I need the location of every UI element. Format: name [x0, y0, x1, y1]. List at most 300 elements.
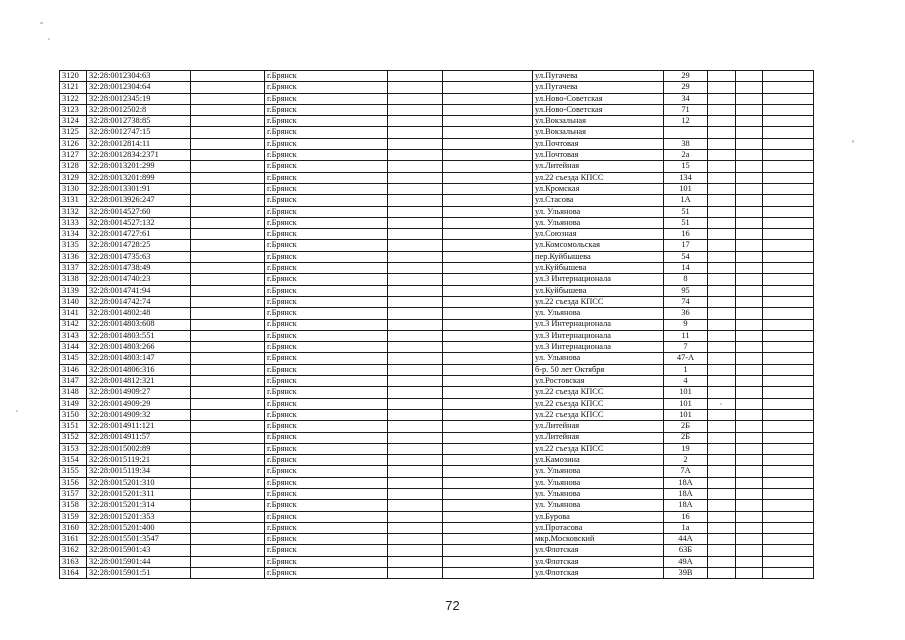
empty-cell — [763, 206, 814, 217]
cadastral-number-cell: 32:28:0014812:321 — [87, 376, 191, 387]
empty-cell — [443, 477, 533, 488]
city-cell: г.Брянск — [265, 217, 388, 228]
cadastral-number-cell: 32:28:0014803:608 — [87, 319, 191, 330]
cadastral-number-cell: 32:28:0014911:121 — [87, 421, 191, 432]
house-number-cell: 14 — [664, 263, 708, 274]
empty-cell — [708, 104, 736, 115]
row-number-cell: 3132 — [60, 206, 87, 217]
registry-table — [59, 70, 814, 579]
empty-cell — [388, 319, 443, 330]
empty-cell — [443, 172, 533, 183]
street-cell: мкр.Московский — [533, 534, 664, 545]
street-cell: ул.Почтовая — [533, 138, 664, 149]
empty-cell — [708, 342, 736, 353]
house-number-cell: 19 — [664, 443, 708, 454]
street-cell: ул.Союзная — [533, 229, 664, 240]
empty-cell — [443, 330, 533, 341]
row-number-cell: 3157 — [60, 488, 87, 499]
empty-cell — [736, 477, 763, 488]
table-row — [60, 387, 814, 398]
empty-cell — [763, 330, 814, 341]
empty-cell — [763, 104, 814, 115]
street-cell: ул.Литейная — [533, 432, 664, 443]
empty-cell — [443, 116, 533, 127]
table-row — [60, 229, 814, 240]
empty-cell — [388, 376, 443, 387]
empty-cell — [736, 195, 763, 206]
empty-cell — [708, 466, 736, 477]
row-number-cell: 3151 — [60, 421, 87, 432]
table-row — [60, 522, 814, 533]
cadastral-number-cell: 32:28:0012738:85 — [87, 116, 191, 127]
empty-cell — [736, 421, 763, 432]
city-cell: г.Брянск — [265, 398, 388, 409]
empty-cell — [736, 161, 763, 172]
empty-cell — [388, 274, 443, 285]
empty-cell — [763, 251, 814, 262]
empty-cell — [708, 82, 736, 93]
city-cell: г.Брянск — [265, 511, 388, 522]
city-cell: г.Брянск — [265, 466, 388, 477]
street-cell: ул. Ульянова — [533, 353, 664, 364]
cadastral-number-cell: 32:28:0014909:27 — [87, 387, 191, 398]
empty-cell — [763, 296, 814, 307]
empty-cell — [736, 285, 763, 296]
city-cell: г.Брянск — [265, 387, 388, 398]
city-cell: г.Брянск — [265, 240, 388, 251]
registry-table-body — [60, 71, 814, 579]
street-cell: ул. Ульянова — [533, 206, 664, 217]
empty-cell — [736, 206, 763, 217]
table-row — [60, 556, 814, 567]
empty-cell — [191, 240, 265, 251]
empty-cell — [708, 387, 736, 398]
empty-cell — [763, 183, 814, 194]
cadastral-number-cell: 32:28:0012814:11 — [87, 138, 191, 149]
row-number-cell: 3154 — [60, 455, 87, 466]
house-number-cell: 101 — [664, 398, 708, 409]
empty-cell — [708, 421, 736, 432]
empty-cell — [763, 93, 814, 104]
empty-cell — [736, 545, 763, 556]
table-row — [60, 183, 814, 194]
cadastral-number-cell: 32:28:0013926:247 — [87, 195, 191, 206]
cadastral-number-cell: 32:28:0012304:63 — [87, 71, 191, 82]
empty-cell — [763, 229, 814, 240]
row-number-cell: 3137 — [60, 263, 87, 274]
empty-cell — [736, 319, 763, 330]
empty-cell — [763, 500, 814, 511]
table-row — [60, 263, 814, 274]
house-number-cell: 36 — [664, 308, 708, 319]
empty-cell — [388, 82, 443, 93]
empty-cell — [443, 568, 533, 579]
house-number-cell: 2а — [664, 150, 708, 161]
empty-cell — [708, 545, 736, 556]
row-number-cell: 3144 — [60, 342, 87, 353]
street-cell: ул.Литейная — [533, 421, 664, 432]
row-number-cell: 3135 — [60, 240, 87, 251]
table-row — [60, 161, 814, 172]
empty-cell — [763, 409, 814, 420]
table-row — [60, 195, 814, 206]
row-number-cell: 3138 — [60, 274, 87, 285]
city-cell: г.Брянск — [265, 150, 388, 161]
empty-cell — [736, 150, 763, 161]
empty-cell — [708, 534, 736, 545]
empty-cell — [191, 161, 265, 172]
empty-cell — [388, 127, 443, 138]
table-row — [60, 206, 814, 217]
empty-cell — [443, 308, 533, 319]
street-cell: ул.Флотская — [533, 545, 664, 556]
cadastral-number-cell: 32:28:0012834:2371 — [87, 150, 191, 161]
empty-cell — [388, 466, 443, 477]
row-number-cell: 3131 — [60, 195, 87, 206]
empty-cell — [443, 229, 533, 240]
empty-cell — [763, 172, 814, 183]
row-number-cell: 3147 — [60, 376, 87, 387]
empty-cell — [763, 308, 814, 319]
empty-cell — [388, 522, 443, 533]
empty-cell — [763, 353, 814, 364]
empty-cell — [443, 240, 533, 251]
cadastral-number-cell: 32:28:0014740:23 — [87, 274, 191, 285]
table-row — [60, 251, 814, 262]
empty-cell — [763, 545, 814, 556]
street-cell: ул.Куйбышева — [533, 285, 664, 296]
cadastral-number-cell: 32:28:0012502:8 — [87, 104, 191, 115]
empty-cell — [388, 93, 443, 104]
empty-cell — [388, 330, 443, 341]
empty-cell — [388, 71, 443, 82]
street-cell: ул.22 съезда КПСС — [533, 409, 664, 420]
empty-cell — [736, 455, 763, 466]
street-cell: ул. Ульянова — [533, 217, 664, 228]
city-cell: г.Брянск — [265, 263, 388, 274]
city-cell: г.Брянск — [265, 229, 388, 240]
table-row — [60, 308, 814, 319]
empty-cell — [191, 319, 265, 330]
empty-cell — [763, 150, 814, 161]
row-number-cell: 3133 — [60, 217, 87, 228]
house-number-cell: 16 — [664, 511, 708, 522]
street-cell: ул.Пугачева — [533, 71, 664, 82]
house-number-cell: 29 — [664, 71, 708, 82]
cadastral-number-cell: 32:28:0015901:51 — [87, 568, 191, 579]
empty-cell — [736, 183, 763, 194]
city-cell: г.Брянск — [265, 296, 388, 307]
house-number-cell: 7 — [664, 342, 708, 353]
empty-cell — [191, 421, 265, 432]
row-number-cell: 3124 — [60, 116, 87, 127]
street-cell: ул.Протасова — [533, 522, 664, 533]
empty-cell — [736, 488, 763, 499]
house-number-cell: 39В — [664, 568, 708, 579]
empty-cell — [736, 240, 763, 251]
empty-cell — [191, 274, 265, 285]
city-cell: г.Брянск — [265, 308, 388, 319]
empty-cell — [191, 82, 265, 93]
empty-cell — [736, 93, 763, 104]
empty-cell — [763, 364, 814, 375]
cadastral-number-cell: 32:28:0014727:61 — [87, 229, 191, 240]
house-number-cell: 9 — [664, 319, 708, 330]
house-number-cell: 63Б — [664, 545, 708, 556]
empty-cell — [443, 93, 533, 104]
empty-cell — [191, 206, 265, 217]
empty-cell — [736, 263, 763, 274]
empty-cell — [191, 534, 265, 545]
empty-cell — [191, 522, 265, 533]
empty-cell — [388, 217, 443, 228]
empty-cell — [388, 251, 443, 262]
empty-cell — [191, 342, 265, 353]
cadastral-number-cell: 32:28:0013201:299 — [87, 161, 191, 172]
house-number-cell: 38 — [664, 138, 708, 149]
table-row — [60, 466, 814, 477]
table-row — [60, 296, 814, 307]
empty-cell — [388, 568, 443, 579]
city-cell: г.Брянск — [265, 319, 388, 330]
empty-cell — [708, 274, 736, 285]
empty-cell — [388, 488, 443, 499]
house-number-cell: 34 — [664, 93, 708, 104]
empty-cell — [443, 150, 533, 161]
empty-cell — [708, 353, 736, 364]
row-number-cell: 3130 — [60, 183, 87, 194]
table-row — [60, 71, 814, 82]
cadastral-number-cell: 32:28:0015002:89 — [87, 443, 191, 454]
row-number-cell: 3149 — [60, 398, 87, 409]
empty-cell — [708, 522, 736, 533]
empty-cell — [443, 556, 533, 567]
empty-cell — [736, 342, 763, 353]
house-number-cell: 18А — [664, 477, 708, 488]
empty-cell — [736, 522, 763, 533]
table-row — [60, 432, 814, 443]
empty-cell — [443, 522, 533, 533]
scan-speck — [720, 403, 722, 405]
street-cell: ул.Литейная — [533, 161, 664, 172]
empty-cell — [708, 409, 736, 420]
table-row — [60, 500, 814, 511]
table-row — [60, 409, 814, 420]
empty-cell — [763, 376, 814, 387]
row-number-cell: 3127 — [60, 150, 87, 161]
empty-cell — [191, 71, 265, 82]
empty-cell — [736, 127, 763, 138]
empty-cell — [443, 545, 533, 556]
cadastral-number-cell: 32:28:0014741:94 — [87, 285, 191, 296]
city-cell: г.Брянск — [265, 82, 388, 93]
empty-cell — [443, 432, 533, 443]
street-cell: ул.Флотская — [533, 568, 664, 579]
empty-cell — [708, 488, 736, 499]
city-cell: г.Брянск — [265, 104, 388, 115]
empty-cell — [708, 251, 736, 262]
city-cell: г.Брянск — [265, 522, 388, 533]
house-number-cell: 2 — [664, 455, 708, 466]
house-number-cell: 74 — [664, 296, 708, 307]
empty-cell — [736, 82, 763, 93]
row-number-cell: 3122 — [60, 93, 87, 104]
city-cell: г.Брянск — [265, 421, 388, 432]
empty-cell — [736, 511, 763, 522]
city-cell: г.Брянск — [265, 274, 388, 285]
empty-cell — [191, 150, 265, 161]
empty-cell — [191, 296, 265, 307]
table-row — [60, 240, 814, 251]
empty-cell — [388, 387, 443, 398]
empty-cell — [763, 421, 814, 432]
cadastral-number-cell: 32:28:0014909:29 — [87, 398, 191, 409]
empty-cell — [191, 263, 265, 274]
city-cell: г.Брянск — [265, 443, 388, 454]
empty-cell — [763, 511, 814, 522]
empty-cell — [443, 161, 533, 172]
street-cell: ул.3 Интернационала — [533, 274, 664, 285]
table-row — [60, 274, 814, 285]
cadastral-number-cell: 32:28:0015201:353 — [87, 511, 191, 522]
cadastral-number-cell: 32:28:0015901:43 — [87, 545, 191, 556]
row-number-cell: 3153 — [60, 443, 87, 454]
table-row — [60, 127, 814, 138]
cadastral-number-cell: 32:28:0014803:266 — [87, 342, 191, 353]
empty-cell — [191, 387, 265, 398]
empty-cell — [191, 195, 265, 206]
empty-cell — [763, 488, 814, 499]
empty-cell — [191, 409, 265, 420]
empty-cell — [708, 432, 736, 443]
empty-cell — [708, 195, 736, 206]
empty-cell — [763, 263, 814, 274]
city-cell: г.Брянск — [265, 488, 388, 499]
cadastral-number-cell: 32:28:0014911:57 — [87, 432, 191, 443]
cadastral-number-cell: 32:28:0014735:63 — [87, 251, 191, 262]
city-cell: г.Брянск — [265, 545, 388, 556]
row-number-cell: 3161 — [60, 534, 87, 545]
empty-cell — [736, 568, 763, 579]
empty-cell — [443, 183, 533, 194]
house-number-cell: 8 — [664, 274, 708, 285]
table-row — [60, 319, 814, 330]
table-row — [60, 116, 814, 127]
empty-cell — [388, 455, 443, 466]
house-number-cell: 16 — [664, 229, 708, 240]
house-number-cell: 18А — [664, 500, 708, 511]
empty-cell — [736, 296, 763, 307]
empty-cell — [388, 116, 443, 127]
table-row — [60, 150, 814, 161]
empty-cell — [708, 93, 736, 104]
table-row — [60, 545, 814, 556]
table-row — [60, 443, 814, 454]
empty-cell — [191, 330, 265, 341]
table-row — [60, 455, 814, 466]
house-number-cell: 71 — [664, 104, 708, 115]
city-cell: г.Брянск — [265, 183, 388, 194]
city-cell: г.Брянск — [265, 251, 388, 262]
empty-cell — [191, 285, 265, 296]
empty-cell — [191, 93, 265, 104]
empty-cell — [443, 342, 533, 353]
empty-cell — [443, 71, 533, 82]
house-number-cell: 18А — [664, 488, 708, 499]
city-cell: г.Брянск — [265, 409, 388, 420]
empty-cell — [191, 104, 265, 115]
street-cell: ул.Кромская — [533, 183, 664, 194]
empty-cell — [708, 511, 736, 522]
city-cell: г.Брянск — [265, 556, 388, 567]
house-number-cell: 15 — [664, 161, 708, 172]
empty-cell — [708, 455, 736, 466]
empty-cell — [736, 534, 763, 545]
empty-cell — [763, 387, 814, 398]
table-row — [60, 376, 814, 387]
row-number-cell: 3121 — [60, 82, 87, 93]
street-cell: ул.3 Интернационала — [533, 319, 664, 330]
cadastral-number-cell: 32:28:0014802:48 — [87, 308, 191, 319]
cadastral-number-cell: 32:28:0014803:147 — [87, 353, 191, 364]
empty-cell — [736, 172, 763, 183]
street-cell: ул. Ульянова — [533, 488, 664, 499]
empty-cell — [443, 263, 533, 274]
empty-cell — [708, 263, 736, 274]
table-row — [60, 477, 814, 488]
row-number-cell: 3136 — [60, 251, 87, 262]
empty-cell — [443, 466, 533, 477]
table-row — [60, 217, 814, 228]
empty-cell — [736, 443, 763, 454]
empty-cell — [708, 308, 736, 319]
table-row — [60, 534, 814, 545]
row-number-cell: 3155 — [60, 466, 87, 477]
empty-cell — [388, 195, 443, 206]
empty-cell — [443, 534, 533, 545]
row-number-cell: 3142 — [60, 319, 87, 330]
row-number-cell: 3148 — [60, 387, 87, 398]
empty-cell — [388, 409, 443, 420]
empty-cell — [388, 183, 443, 194]
empty-cell — [763, 161, 814, 172]
empty-cell — [763, 138, 814, 149]
cadastral-number-cell: 32:28:0014909:32 — [87, 409, 191, 420]
table-row — [60, 511, 814, 522]
street-cell: ул.Бурова — [533, 511, 664, 522]
empty-cell — [763, 71, 814, 82]
cadastral-number-cell: 32:28:0014803:551 — [87, 330, 191, 341]
empty-cell — [388, 500, 443, 511]
empty-cell — [191, 116, 265, 127]
empty-cell — [191, 376, 265, 387]
empty-cell — [191, 398, 265, 409]
cadastral-number-cell: 32:28:0015901:44 — [87, 556, 191, 567]
empty-cell — [736, 104, 763, 115]
empty-cell — [763, 285, 814, 296]
row-number-cell: 3120 — [60, 71, 87, 82]
empty-cell — [443, 251, 533, 262]
empty-cell — [736, 116, 763, 127]
empty-cell — [763, 398, 814, 409]
house-number-cell: 1А — [664, 195, 708, 206]
city-cell: г.Брянск — [265, 364, 388, 375]
house-number-cell: 134 — [664, 172, 708, 183]
empty-cell — [763, 342, 814, 353]
cadastral-number-cell: 32:28:0012345:19 — [87, 93, 191, 104]
empty-cell — [708, 172, 736, 183]
empty-cell — [763, 556, 814, 567]
